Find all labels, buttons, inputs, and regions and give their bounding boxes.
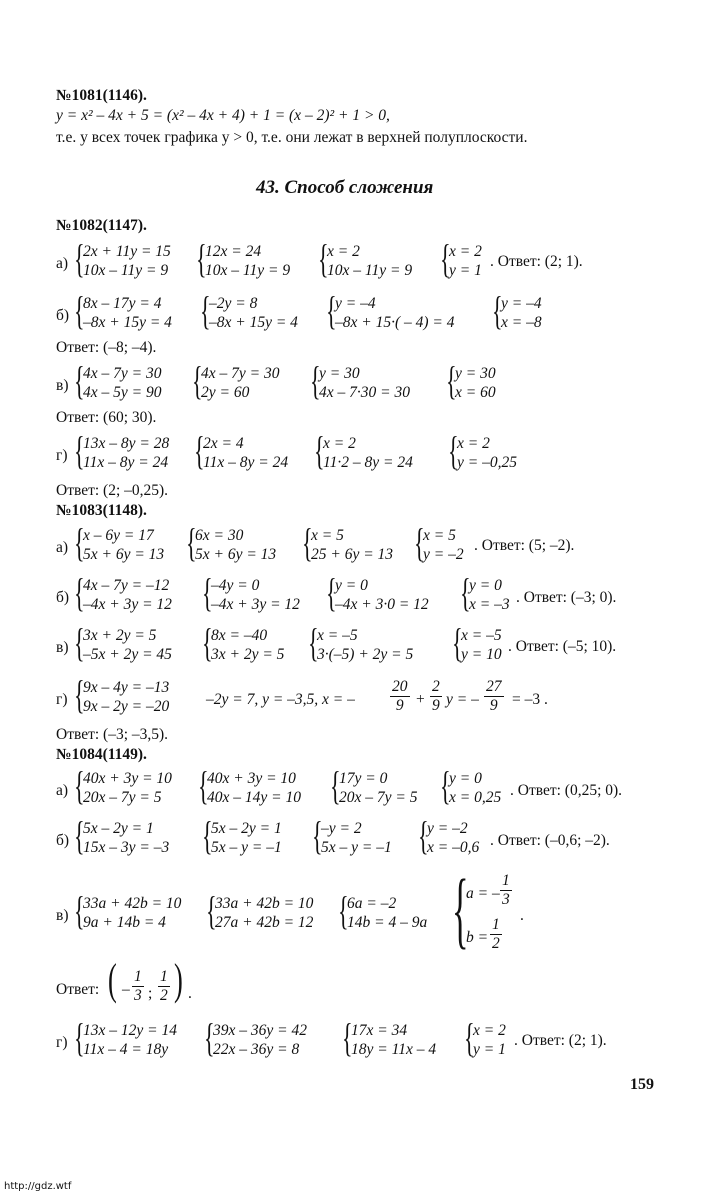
fraction: $\frac{1}{2}$ bbox=[160, 968, 168, 1004]
part-label: в) bbox=[56, 639, 69, 656]
big-brace: { bbox=[452, 861, 469, 957]
answer: Ответ: (60; 30). bbox=[56, 409, 157, 426]
problem-1081-title: №1081(1146). bbox=[56, 87, 147, 104]
expression: . bbox=[520, 907, 524, 924]
part-label: г) bbox=[56, 1034, 68, 1051]
problem-1081-text: т.е. у всех точек графика y > 0, т.е. они лежат в верхней полуплоскости. bbox=[56, 129, 528, 146]
answer: . Ответ: (–5; 10). bbox=[508, 638, 617, 655]
problem-1084-title: №1084(1149). bbox=[56, 746, 147, 763]
part-label: а) bbox=[56, 255, 69, 272]
problem-1081-formula: y = x² – 4x + 5 = (x² – 4x + 4) + 1 = (x – 2)² + 1 > 0, bbox=[56, 107, 390, 124]
minus-sign: – bbox=[122, 981, 130, 998]
plus-sign: + bbox=[416, 691, 425, 708]
page-number: 159 bbox=[630, 1076, 654, 1093]
problem-1083-title: №1083(1148). bbox=[56, 502, 147, 519]
separator: ; bbox=[148, 985, 153, 1002]
footer-url: http://gdz.wtf bbox=[4, 1181, 72, 1192]
section-title: 43. Способ сложения bbox=[256, 177, 434, 198]
answer: Ответ: (–8; –4). bbox=[56, 339, 157, 356]
fraction: $\frac{20}{9}$ bbox=[392, 678, 408, 714]
problem-1082-title: №1082(1147). bbox=[56, 217, 147, 234]
part-label: г) bbox=[56, 447, 68, 464]
expression: –2y = 7, y = –3,5, x = – bbox=[206, 691, 355, 708]
answer: . Ответ: (2; 1). bbox=[514, 1032, 607, 1049]
part-label: а) bbox=[56, 782, 69, 799]
answer-end: . bbox=[188, 985, 192, 1002]
part-label: а) bbox=[56, 539, 69, 556]
part-label: в) bbox=[56, 907, 69, 924]
answer: . Ответ: (5; –2). bbox=[474, 537, 575, 554]
answer: . Ответ: (–0,6; –2). bbox=[490, 832, 610, 849]
answer: Ответ: (–3; –3,5). bbox=[56, 726, 169, 743]
fraction: $\frac{27}{9}$ bbox=[486, 678, 502, 714]
expression: a = – bbox=[466, 885, 500, 902]
expression: b = bbox=[466, 929, 489, 946]
part-label: б) bbox=[56, 832, 70, 849]
answer: . Ответ: (–3; 0). bbox=[516, 589, 617, 606]
fraction: $\frac{1}{2}$ bbox=[492, 916, 500, 952]
part-label: г) bbox=[56, 691, 68, 708]
right-paren: ) bbox=[174, 955, 183, 1004]
expression: y = – bbox=[446, 691, 479, 708]
fraction: $\frac{2}{9}$ bbox=[432, 678, 440, 714]
answer: Ответ: (2; –0,25). bbox=[56, 482, 169, 499]
answer: . Ответ: (0,25; 0). bbox=[510, 782, 623, 799]
textbook-page: №1081(1146). y = x² – 4x + 5 = (x² – 4x + 4) + 1 = (x – 2)² + 1 > 0, т.е. у всех точек графика y > 0, т.е. они лежат в верхней полуплоскости. 43. Способ сложения №1082(1147). а) { 2x + 11y = 15 10x – 11y = 9 { 12x = 24 10x – 11y = 9 { x = 2 10x – 11y = 9 { x = 2 y = 1 . Ответ: (2; 1). б) { 8x – 17y = 4 –8x + 15y = 4 { –2y = 8 –8x + 15y = 4 { y = –4 –8x + 15·( – 4) = 4 { y = –4 x = –8 Ответ: (–8; –4). в) { 4x – 7y = 30 4x – 5y = 90 { 4x – 7y = 30 2y = 60 { y = 30 4x – 7·30 = 30 { y = 30 x = 60 Ответ: (60; 30). г) { 13x – 8y = 28 11x – 8y = 24 { 2x = 4 11x – 8y = 24 { x = 2 11·2 – 8y = 24 { x = 2 y = –0,25 Ответ: (2; –0,25). №1083(1148). а) { x – 6y = 17 5x + 6y = 13 { 6x = 30 5x + 6y = 13 { x = 5 25 + 6y = 13 { x = 5 y = –2 . Ответ: (5; –2). б) { 4x – 7y = –12 –4x + 3y = 12 { –4y = 0 –4x + 3y = 12 { y = 0 –4x + 3·0 = 12 { y = 0 x = –3 . Ответ: (–3; 0). в) { 3x + 2y = 5 –5x + 2y = 45 { 8x = –40 3x + 2y = 5 { x = –5 3·(–5) + 2y = 5 { x = –5 y = 10 . Ответ: (–5; 10). г) { 9x – 4y = –13 9x – 2y = –20 –2y = 7, y = –3,5, x = – $\frac{20}{9}$ + $\frac{2}{9}$ y = – $\frac{27}{9}$ = –3 . Ответ: (–3; –3,5). №1084(1149). а) { 40x + 3y = 10 20x – 7y = 5 { 40x + 3y = 10 40x – 14y = 10 { 17y = 0 20x – 7y = 5 { y = 0 x = 0,25 . Ответ: (0,25; 0). б) { 5x – 2y = 1 15x – 3y = –3 { 5x – 2y = 1 5x – y = –1 { –y = 2 5x – y = –1 { y = –2 x = –0,6 . Ответ: (–0,6; –2). в) { 33a + 42b = 10 9a + 14b = 4 { 33a + 42b = 10 27a + 42b = 12 { 6a = –2 14b = 4 – 9a { a = – $\frac{1}{3}$ . b = $\frac{1}{2}$ Ответ: ( – $\frac{1}{3}$ ; $\frac{1}{2}$ ) . г) { 13x – 12y = 14 11x – 4 = 18y { 39x – 36y = 42 22x – 36y = 8 { 17x = 34 18y = 11x – 4 { x = 2 y = 1 . Ответ: (2; 1). 159 http://gdz.wtf bbox=[4, 87, 654, 1192]
left-paren: ( bbox=[108, 955, 117, 1004]
answer-label: Ответ: bbox=[56, 981, 100, 998]
fraction: $\frac{1}{3}$ bbox=[502, 872, 510, 908]
fraction: $\frac{1}{3}$ bbox=[134, 968, 142, 1004]
part-label: в) bbox=[56, 377, 69, 394]
expression: = –3 . bbox=[512, 691, 548, 708]
part-label: б) bbox=[56, 589, 70, 606]
answer: . Ответ: (2; 1). bbox=[490, 253, 583, 270]
part-label: б) bbox=[56, 307, 70, 324]
